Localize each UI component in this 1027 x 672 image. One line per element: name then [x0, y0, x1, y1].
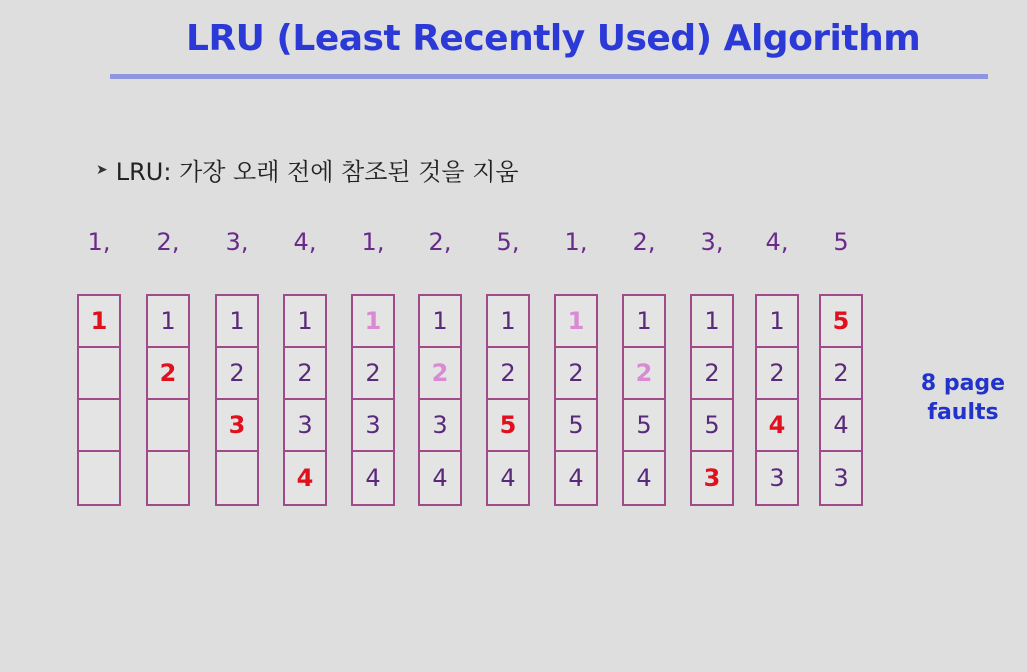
reference-item: 4, — [293, 228, 317, 256]
frame-cell: 4 — [365, 464, 381, 492]
frame-cell: 2 — [353, 348, 393, 400]
frame-cell: 4 — [636, 464, 652, 492]
reference-item: 2, — [632, 228, 656, 256]
frame-cell: 1 — [757, 296, 797, 348]
frame-cell — [217, 452, 257, 504]
frame-cell: 5 — [624, 400, 664, 452]
frame-cell: 3 — [217, 400, 257, 452]
frame-cell: 1 — [285, 296, 325, 348]
frame-column — [418, 294, 462, 506]
frame-cell: 1 — [79, 296, 119, 348]
reference-item: 1, — [361, 228, 385, 256]
reference-item: 2, — [428, 228, 452, 256]
frame-cell: 4 — [757, 400, 797, 452]
frame-cell: 1 — [420, 296, 460, 348]
frame-cell: 2 — [217, 348, 257, 400]
frame-cell: 4 — [296, 464, 314, 492]
frame-column — [215, 294, 259, 506]
bullet-arrow-icon: ➤ — [96, 161, 108, 178]
frame-cell — [79, 400, 119, 452]
page-fault-count — [908, 370, 1018, 427]
frame-cell: 5 — [556, 400, 596, 452]
frame-cell: 1 — [488, 296, 528, 348]
reference-item: 5 — [833, 228, 849, 256]
frame-cell — [79, 348, 119, 400]
frame-cell: 4 — [821, 400, 861, 452]
frame-cell: 1 — [353, 296, 393, 348]
frame-column — [690, 294, 734, 506]
frame-cell: 2 — [148, 348, 188, 400]
frame-column — [622, 294, 666, 506]
frame-cell: 4 — [432, 464, 448, 492]
frame-cell: 5 — [488, 400, 528, 452]
frame-cell: 4 — [568, 464, 584, 492]
frame-cell: 3 — [703, 464, 721, 492]
frame-cell: 2 — [556, 348, 596, 400]
slide-title: LRU (Least Recently Used) Algorithm — [186, 18, 921, 59]
frame-cell: 1 — [556, 296, 596, 348]
frame-cell: 4 — [500, 464, 516, 492]
bullet-text: LRU: 가장 오래 전에 참조된 것을 지움 — [115, 158, 519, 186]
frame-cell: 2 — [285, 348, 325, 400]
reference-item: 3, — [700, 228, 724, 256]
frame-cell: 2 — [624, 348, 664, 400]
frame-cell: 3 — [420, 400, 460, 452]
frame-cell: 3 — [833, 464, 849, 492]
frame-cell: 2 — [757, 348, 797, 400]
frame-cell: 2 — [692, 348, 732, 400]
frame-column — [77, 294, 121, 506]
frame-column — [819, 294, 863, 506]
page-fault-line-2: faults — [927, 399, 999, 425]
reference-item: 1, — [564, 228, 588, 256]
frame-cell: 1 — [217, 296, 257, 348]
frame-cell: 1 — [624, 296, 664, 348]
frame-cell: 2 — [420, 348, 460, 400]
frame-cell: 1 — [148, 296, 188, 348]
reference-item: 5, — [496, 228, 520, 256]
frame-cell: 2 — [488, 348, 528, 400]
frame-cell — [79, 452, 119, 504]
frame-column — [146, 294, 190, 506]
frame-cell: 3 — [353, 400, 393, 452]
reference-item: 1, — [87, 228, 111, 256]
frame-cell: 3 — [285, 400, 325, 452]
frame-cell: 3 — [769, 464, 785, 492]
reference-item: 3, — [225, 228, 249, 256]
frame-column — [351, 294, 395, 506]
frame-column — [486, 294, 530, 506]
frame-column — [755, 294, 799, 506]
reference-item: 4, — [765, 228, 789, 256]
page-fault-line-1: 8 page — [920, 371, 1006, 396]
frame-cell: 2 — [821, 348, 861, 400]
reference-item: 2, — [156, 228, 180, 256]
title-underline — [110, 74, 988, 79]
frame-cell: 1 — [692, 296, 732, 348]
frame-cell — [148, 452, 188, 504]
frame-column — [283, 294, 327, 506]
frame-cell: 5 — [692, 400, 732, 452]
frame-cell — [148, 400, 188, 452]
frame-cell: 5 — [821, 296, 861, 348]
bullet-line — [96, 152, 519, 187]
frame-column — [554, 294, 598, 506]
